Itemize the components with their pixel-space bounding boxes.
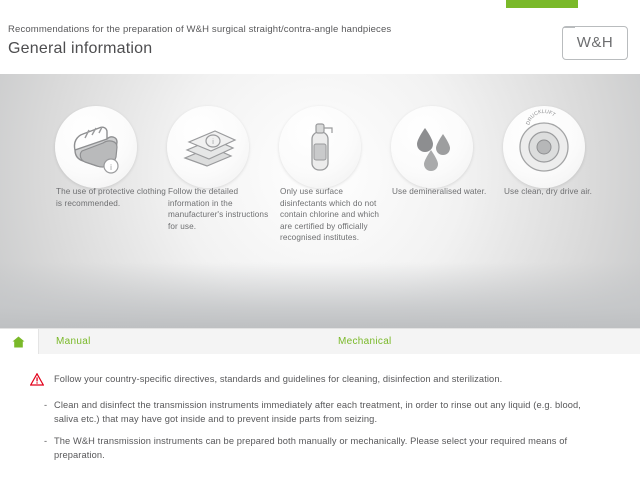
green-accent-segment <box>506 0 578 8</box>
bullet-marker-1: - <box>44 400 48 410</box>
svg-text:i: i <box>110 163 112 172</box>
content-area <box>0 354 640 480</box>
icon-caption-manual: Follow the detailed information in the manufacturer's instructions for use. <box>168 187 269 231</box>
bullet-text-1: Clean and disinfect the transmission instruments immediately after each treatment, in order to rinse out any liquid (e.g. blood, saliva etc.) that may have got inside and to prevent inside parts from seizing. <box>54 400 581 424</box>
icon-drive-air-container <box>493 106 595 188</box>
manual-book-icon <box>167 106 249 188</box>
bullet-item-1 <box>44 398 602 426</box>
spray-bottle-icon <box>279 106 361 188</box>
gloves-icon <box>55 106 137 188</box>
warning-triangle-icon <box>30 373 44 386</box>
page-header <box>0 8 640 74</box>
water-drops-icon <box>391 106 473 188</box>
icon-caption-disinfectant: Only use surface disinfectants which do not contain chlorine and which are certified by officially recognised institutes. <box>280 187 380 242</box>
hero-illustration-band <box>0 74 640 328</box>
home-icon <box>12 336 25 348</box>
svg-text:i: i <box>212 139 214 146</box>
icon-manual-container <box>157 106 259 188</box>
icon-gloves-container <box>45 106 147 188</box>
top-accent-bar <box>0 0 640 8</box>
gauge-label: DRUCKLUFT <box>525 108 557 126</box>
icon-caption-drive-air: Use clean, dry drive air. <box>504 187 593 196</box>
icon-disinfectant-container <box>269 106 371 188</box>
tab-home[interactable] <box>0 329 39 355</box>
air-pressure-gauge-icon <box>503 106 585 188</box>
logo-label: W&H <box>576 34 614 51</box>
icon-caption-gloves: The use of protective clothing is recommended. <box>56 187 166 208</box>
page-title: General information <box>8 40 153 57</box>
tab-bar <box>0 328 640 356</box>
header-subtitle: Recommendations for the preparation of W&H surgical straight/contra-angle handpieces <box>8 24 392 35</box>
icon-water-container <box>381 106 483 188</box>
tab-mechanical[interactable]: Mechanical <box>338 336 392 347</box>
bullet-item-0 <box>54 372 594 386</box>
bullet-item-2 <box>44 434 594 462</box>
bullet-text-0: Follow your country-specific directives, standards and guidelines for cleaning, disinfection and sterilization. <box>54 374 503 384</box>
bullet-marker-2: - <box>44 436 48 446</box>
bullet-text-2: The W&H transmission instruments can be prepared both manually or mechanically. Please select your required means of preparation. <box>54 436 568 460</box>
icon-caption-water: Use demineralised water. <box>392 187 487 196</box>
wh-logo <box>562 26 628 60</box>
tab-manual[interactable]: Manual <box>56 336 91 347</box>
